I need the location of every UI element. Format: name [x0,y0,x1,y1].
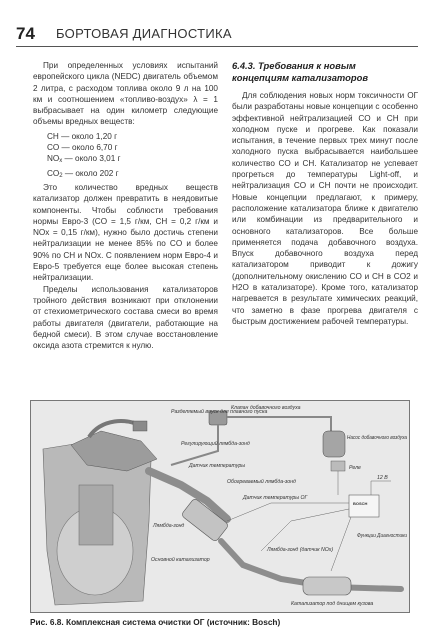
label-lambda-probe: Лямбда-зонд [153,523,185,529]
emission-list [33,131,218,182]
page-number: 74 [16,24,35,43]
emission-gas: CO [47,168,60,178]
figure-caption: Рис. 6.8. Комплексная система очистки ОГ (источник: Bosch) [30,617,281,627]
label-voltage: 12 В [377,475,388,481]
label-secondary-air-valve: Клапан добавочного воздуха [231,405,301,411]
left-paragraph-3: Пределы использования катализаторов тройного действия возникают при отклонении от стехиометрического состава смеси во время работы двигателя (двигатели, работающие на бедной смеси). В этом случае восстановление оксида азота стремится к нулю. [33,284,218,351]
right-paragraph-1: Для соблюдения новых норм токсичности ОГ были разработаны новые концепции с особенно эффективной нейтрализацией CO и CH при холодном пуске и прогреве. Как показали испытания, в течение первых трех минут после холодного пуска выбрасывается наибольшее количество CO и CH. Катализатор не успевает прогреться до температуры Light-off, и нейтрализация CO и CH почти не происходит. Новые концепции предлагают, к примеру, расположение катализатора ближе к двигателю или комбинации из предварительного и основного катализаторов. Все больше применяется подача добавочного воздуха. Впуск добавочного воздуха перед катализатором приводит к дожигу (дополнительному окислению CO и CH в CO2 и H2O в катализаторе). Кроме того, катализатор нагревается в результате химических реакций, что заметно в фазе прогрева двигателя с быстрым достижением рабочей температуры. [232,91,418,326]
underbody-catalyst [303,577,351,595]
emission-value: — около 6,70 г [59,143,118,153]
throttle-body [133,421,147,431]
label-temp-sensor: Датчик температуры [189,463,246,469]
subsection-heading-line-2: концепциям катализаторов [232,72,368,83]
emission-item [33,131,218,142]
relay [331,461,345,471]
bosch-logo: BOSCH [353,501,368,506]
label-intake-manifold: Разделяемый впуск для плавного пуска [171,409,268,415]
label-main-cat: Основной катализатор [151,557,210,563]
label-relay: Реле [349,465,361,471]
emission-gas: CH [47,131,59,141]
emission-gas: CO [47,143,60,153]
header-rule [16,46,418,47]
label-lambda-upstream: Регулирующий лямбда-зонд [181,441,250,447]
subsection-heading [232,60,418,84]
section-title: БОРТОВАЯ ДИАГНОСТИКА [56,26,232,41]
page-header [16,24,418,44]
emission-value: — около 3,01 г [62,154,121,164]
left-paragraph-1: При определенных условиях испытаний европейского цикла (NEDC) двигатель объемом 2 литра, с расходом топлива около 9 л на 100 км и соотношением «топливо-воздух» λ = 1 выбрасывает на один километр следующие объемы вредных веществ: [33,61,218,127]
cylinder [79,485,113,545]
emission-value: — около 1,20 г [58,131,118,141]
label-secondary-air-pump: Насос добавочного воздуха [347,435,408,441]
label-underbody-cat: Катализатор под днищем кузова [291,601,374,607]
label-nox-lambda: Лямбда-зонд (датчик NOx) [267,547,334,553]
exhaust-system-diagram [31,401,410,613]
emission-item [33,142,218,153]
ecu-box [349,495,379,517]
emission-item [33,168,218,182]
left-column [33,60,218,351]
left-paragraph-2: Это количество вредных веществ катализатор должен превратить в неядовитые компоненты. Чтобы соблюсти требования нормы Евро-3 (CO = 1,5 г/км, CH = 0,2 г/км и NOx = 0,15 г/км), нужно было достичь степени нейтрализации не менее 85% по CO и более 90% по CH и NOx. С появлением норм Евро-4 и Евро-5 требуется еще более высокая степень нейтрализации. [33,182,218,283]
right-column [232,60,418,327]
emission-gas: NO [47,154,60,164]
emission-subscript: 2 [59,172,63,179]
label-heated-lambda: Обогреваемый лямбда-зонд [227,479,296,485]
emission-subscript: x [59,158,63,165]
emission-item [33,153,218,167]
subsection-heading-line-1: 6.4.3. Требования к новым [232,60,356,71]
emission-value: — около 202 г [62,168,119,178]
label-exhaust-temp: Датчик температуры ОГ [243,495,308,501]
label-ecu: Функции Диагностики [357,533,408,539]
figure-exhaust-system [30,400,410,613]
secondary-air-pump [323,431,345,457]
